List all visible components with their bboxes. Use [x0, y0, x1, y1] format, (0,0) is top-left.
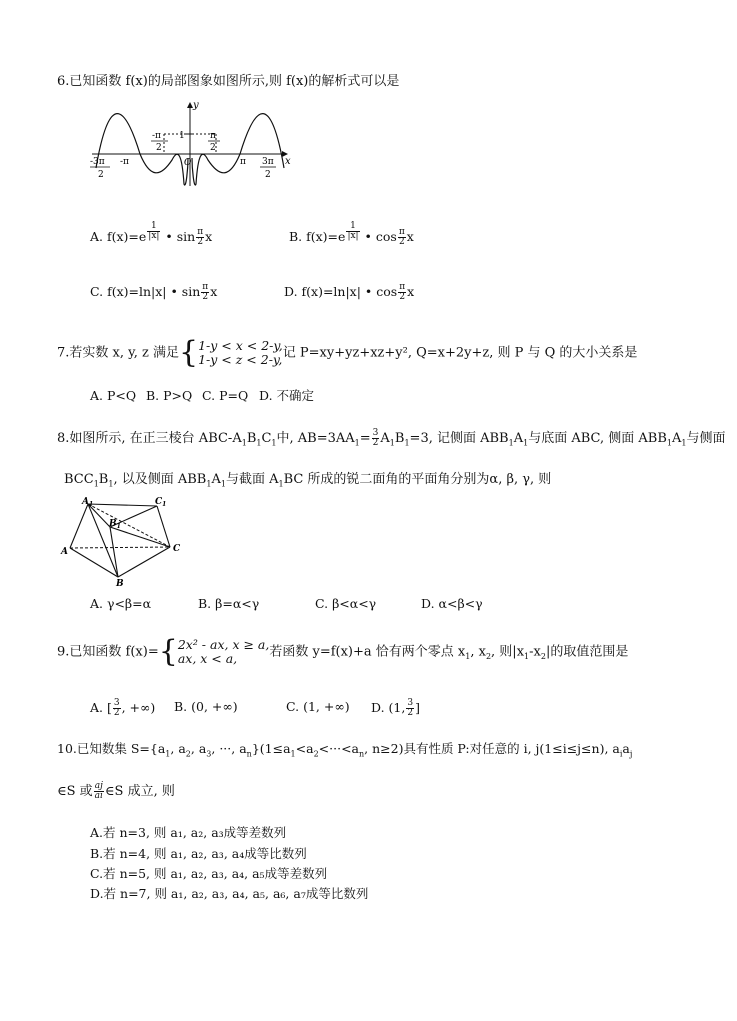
q9-option-b: B. (0, +∞)	[174, 699, 238, 714]
q8-option-d: D. α<β<γ	[421, 596, 483, 611]
q8-fig-label-a: A	[61, 547, 68, 557]
q8-fig-label-c: C	[173, 544, 181, 554]
q6-graph-origin: O	[184, 158, 192, 168]
q7-option-c: C. P=Q	[202, 388, 249, 403]
q8-fig-label-c1: $C_1$	[155, 497, 167, 508]
q6-graph-neg-pi: -π	[120, 157, 129, 167]
q6-graph-pi: π	[240, 157, 246, 167]
q6-graph-neg-3pi2-den: 2	[98, 170, 104, 180]
q8-stem-line1: 8.如图所示, 在正三棱台 ABC-$A_1B_1C_1$中, $AB=3AA_1=$ $\frac{3}{2}$ $A_1B_1=3$, 记侧面 $ABB_1A_1$与底面 ABC, 侧面 $ABB_1A_1$与侧面	[57, 428, 726, 448]
q10-option-c: C.若 n=5, 则 a₁, a₂, a₃, a₄, a₅成等差数列	[90, 866, 328, 881]
q6-graph-neg-pi2-den: 2	[156, 143, 162, 153]
q6-graph-pi2-num: π	[210, 131, 216, 141]
q9-stem: 9.已知函数 f(x)={ 2x² - ax, x ≥ a, ax, x < a, 若函数 y=f(x)+a 恰有两个零点 $x_1$, $x_2$, 则$|x_1-x_2|$的取值范围是	[57, 633, 629, 669]
q6-graph-3pi2-den: 2	[265, 170, 271, 180]
q8-stem-line2: $BCC_1B_1$, 以及侧面 $ABB_1A_1$与截面 $A_1BC$ 所成的锐二面角的平面角分别为α, β, γ, 则	[64, 472, 552, 489]
q6-graph-y-label: y	[193, 100, 199, 111]
q9-option-c: C. (1, +∞)	[286, 699, 350, 714]
q7-option-b: B. P>Q	[146, 388, 193, 403]
q10-stem-line1: 10.已知数集 $S=\{a_1$, $a_2$, $a_3$, ···, $a_n\}(1\le a_1<a_2<\cdot\cdot\cdot<a_n$, n≥2)具有性质 P:对任意的 i, j(1≤i≤j≤n), $a_ia_j$	[57, 741, 633, 759]
q6-graph-neg-3pi2-num: -3π	[90, 157, 105, 167]
q9-option-d: D. (1, $\frac{3}{2}$ ]	[371, 698, 420, 718]
q6-option-a: A. f(x)=e $^{\frac{1}{|x|}}$ • sin $\frac{\pi}{2}$ x	[90, 221, 213, 247]
q6-graph-one: 1	[179, 131, 185, 141]
q6-option-d: D. f(x)=ln|x| • cos $\frac{\pi}{2}$ x	[284, 282, 415, 302]
q7-option-a: A. P<Q	[90, 388, 137, 403]
q9-option-a: A. [ $\frac{3}{2}$ , +∞)	[90, 698, 156, 718]
q8-frustum-figure	[60, 494, 190, 586]
q6-graph-neg-pi2-num: -π	[152, 131, 161, 141]
q10-option-b: B.若 n=4, 则 a₁, a₂, a₃, a₄成等比数列	[90, 846, 307, 861]
q6-graph	[88, 98, 298, 188]
q6-graph-x-label: x	[285, 156, 291, 167]
q6-option-b: B. f(x)=e $^{\frac{1}{|x|}}$ • cos $\frac{\pi}{2}$ x	[289, 221, 414, 247]
q8-fig-label-b: B	[116, 579, 124, 586]
q8-option-b: B. β=α<γ	[198, 596, 260, 611]
q7-option-d: D. 不确定	[259, 388, 315, 403]
q10-option-d: D.若 n=7, 则 a₁, a₂, a₃, a₄, a₅, a₆, a₇成等比数列	[90, 886, 369, 901]
q6-stem: 6.已知函数 f(x)的局部图象如图所示,则 f(x)的解析式可以是	[57, 74, 400, 89]
q8-option-c: C. β<α<γ	[315, 596, 377, 611]
q8-fig-label-b1: $B_1$	[109, 519, 121, 530]
q7-stem: 7.若实数 x, y, z 满足{ 1-y < x < 2-y, 1-y < z < 2-y, 记 P=xy+yz+xz+y², Q=x+2y+z, 则 P 与 Q 的大小关系是	[57, 334, 638, 370]
q6-option-c: C. f(x)=ln|x| • sin $\frac{\pi}{2}$ x	[90, 282, 218, 302]
q8-option-a: A. γ<β=α	[90, 596, 152, 611]
q10-stem-line2: ∈S 或 $\frac{aj}{ai}$ ∈S 成立, 则	[57, 781, 175, 801]
q10-option-a: A.若 n=3, 则 a₁, a₂, a₃成等差数列	[90, 825, 287, 840]
q8-fig-label-a1: $A_1$	[82, 497, 94, 508]
q6-graph-pi2-den: 2	[210, 143, 216, 153]
q6-graph-3pi2-num: 3π	[262, 157, 274, 167]
